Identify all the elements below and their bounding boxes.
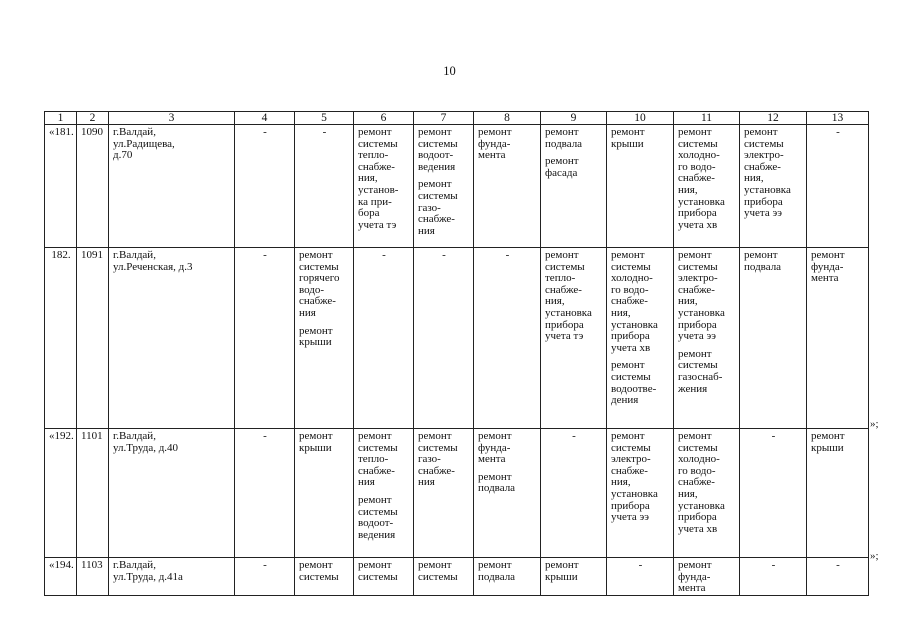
work-type-cell [295,429,354,558]
work-type-cell [740,248,807,429]
cell-text: ремонт системы горячего водо- снабже- ния [299,249,340,319]
cell-text: ремонт фунда- мента [478,430,512,466]
work-type-cell [354,248,414,429]
work-type-cell [541,429,607,558]
cell-text: - [322,126,327,138]
repair-schedule-table [44,111,869,596]
building-id-cell [77,125,109,248]
cell-text: г.Валдай, ул.Реченская, д.3 [113,249,193,273]
cell-text: ремонт системы водоот- ведения [358,493,398,541]
cell-text: ремонт крыши [299,430,333,454]
work-type-cell [414,429,474,558]
work-type-cell [414,125,474,248]
column-number-header: 7 [414,112,474,125]
column-number-row [45,112,869,125]
column-number-header: 1 [45,112,77,125]
cell-text: ремонт системы электро- снабже- ния, установка прибора учета ээ [744,126,791,220]
cell-text: - [836,559,840,571]
cell-text: «194. [49,559,74,571]
work-type-cell [607,248,674,429]
cell-text: ремонт системы электро- снабже- ния, установка прибора учета ээ [611,430,658,524]
cell-text: ремонт системы тепло- снабже- ния [358,430,398,489]
work-type-cell [607,125,674,248]
cell-text: ремонт системы холодно- го водо- снабже- ния, установка прибора учета хв [678,126,725,231]
cell-text: - [771,559,776,571]
column-number-header: 5 [295,112,354,125]
work-type-cell [295,248,354,429]
work-type-cell [807,248,869,429]
work-type-cell [740,125,807,248]
cell-text: ремонт подвала [478,470,516,495]
building-id-cell [77,429,109,558]
column-number-header: 11 [674,112,740,125]
cell-text: - [505,249,510,261]
address-cell [109,429,235,558]
cell-text: ремонт крыши [611,126,645,150]
cell-text: - [572,430,576,442]
work-type-cell [295,558,354,596]
cell-text: ремонт системы водоот- ведения [418,126,458,173]
cell-text: ремонт системы электро- снабже- ния, установка прибора учета ээ [678,249,725,343]
cell-text: ремонт подвала [545,126,583,150]
work-type-cell [541,558,607,596]
row-number-cell [45,429,77,558]
cell-text: ремонт системы газоснаб- жения [678,347,723,395]
cell-text: ремонт крыши [811,430,845,454]
work-type-cell [807,429,869,558]
row-number-cell [45,558,77,596]
cell-text: ремонт подвала [744,249,782,273]
building-id-cell [77,248,109,429]
table-row [45,125,869,248]
work-type-cell [474,429,541,558]
work-type-cell [474,558,541,596]
work-type-cell [674,125,740,248]
address-cell [109,558,235,596]
work-type-cell [235,248,295,429]
work-type-cell [807,558,869,596]
cell-text: - [263,126,267,138]
work-type-cell [807,125,869,248]
work-type-cell [674,429,740,558]
work-type-cell [235,558,295,596]
page-number: 10 [443,64,456,78]
cell-text: - [771,430,776,442]
cell-text: ремонт системы газо- снабже- ния [418,178,458,237]
cell-text: - [442,249,446,261]
cell-text: ремонт крыши [299,324,333,349]
table-row [45,429,869,558]
column-number-header: 12 [740,112,807,125]
cell-text: ремонт подвала [478,559,516,583]
address-cell [109,125,235,248]
cell-text: ремонт фунда- мента [678,559,712,595]
work-type-cell [674,558,740,596]
cell-text: ремонт системы [418,559,458,583]
cell-text: г.Валдай, ул.Труда, д.41а [113,559,183,583]
work-type-cell [674,248,740,429]
work-type-cell [607,558,674,596]
cell-text: 1090 [81,126,103,138]
column-number-header: 4 [235,112,295,125]
cell-text: - [263,249,267,261]
closing-quote-mark: »; [870,550,879,562]
column-number-header: 10 [607,112,674,125]
cell-text: г.Валдай, ул.Радищева, д.70 [113,126,175,162]
cell-text: ремонт системы [358,559,398,583]
cell-text: г.Валдай, ул.Труда, д.40 [113,430,179,454]
row-number-cell [45,248,77,429]
work-type-cell [354,125,414,248]
cell-text: ремонт системы тепло- снабже- ния, установка прибора учета тэ [545,249,592,343]
cell-text: ремонт системы водоотве- дения [611,359,657,407]
address-cell [109,248,235,429]
column-number-header: 13 [807,112,869,125]
work-type-cell [607,429,674,558]
cell-text: - [263,559,267,571]
work-type-cell [541,248,607,429]
cell-text: ремонт системы холодно- го водо- снабже- ния, установка прибора учета хв [678,430,725,535]
work-type-cell [740,429,807,558]
work-type-cell [235,429,295,558]
cell-text: ремонт крыши [545,559,579,583]
cell-text: 182. [51,249,71,261]
work-type-cell [235,125,295,248]
row-number-cell [45,125,77,248]
work-type-cell [295,125,354,248]
work-type-cell [474,125,541,248]
cell-text: - [263,430,267,442]
work-type-cell [354,429,414,558]
work-type-cell [740,558,807,596]
cell-text: ремонт системы холодно- го водо- снабже- ния, установка прибора учета хв [611,249,658,354]
cell-text: 1091 [81,249,103,261]
cell-text: ремонт фасада [545,155,579,179]
cell-text: «181. [49,126,74,138]
closing-quote-mark: »; [870,418,879,430]
cell-text: ремонт фунда- мента [811,249,845,285]
column-number-header: 9 [541,112,607,125]
cell-text: 1103 [81,559,103,571]
column-number-header: 2 [77,112,109,125]
cell-text: ремонт фунда- мента [478,126,512,162]
cell-text: - [836,126,840,138]
cell-text: ремонт системы тепло- снабже- ния, установ- ка при- бора учета тэ [358,126,399,231]
work-type-cell [414,558,474,596]
cell-text: - [638,559,643,571]
cell-text: ремонт системы [299,559,339,583]
column-number-header: 8 [474,112,541,125]
work-type-cell [474,248,541,429]
work-type-cell [414,248,474,429]
cell-text: - [382,249,386,261]
building-id-cell [77,558,109,596]
column-number-header: 6 [354,112,414,125]
cell-text: 1101 [81,430,103,442]
table-row [45,248,869,429]
cell-text: ремонт системы газо- снабже- ния [418,430,458,489]
work-type-cell [541,125,607,248]
cell-text: «192. [49,430,74,442]
column-number-header: 3 [109,112,235,125]
work-type-cell [354,558,414,596]
table-row [45,558,869,596]
